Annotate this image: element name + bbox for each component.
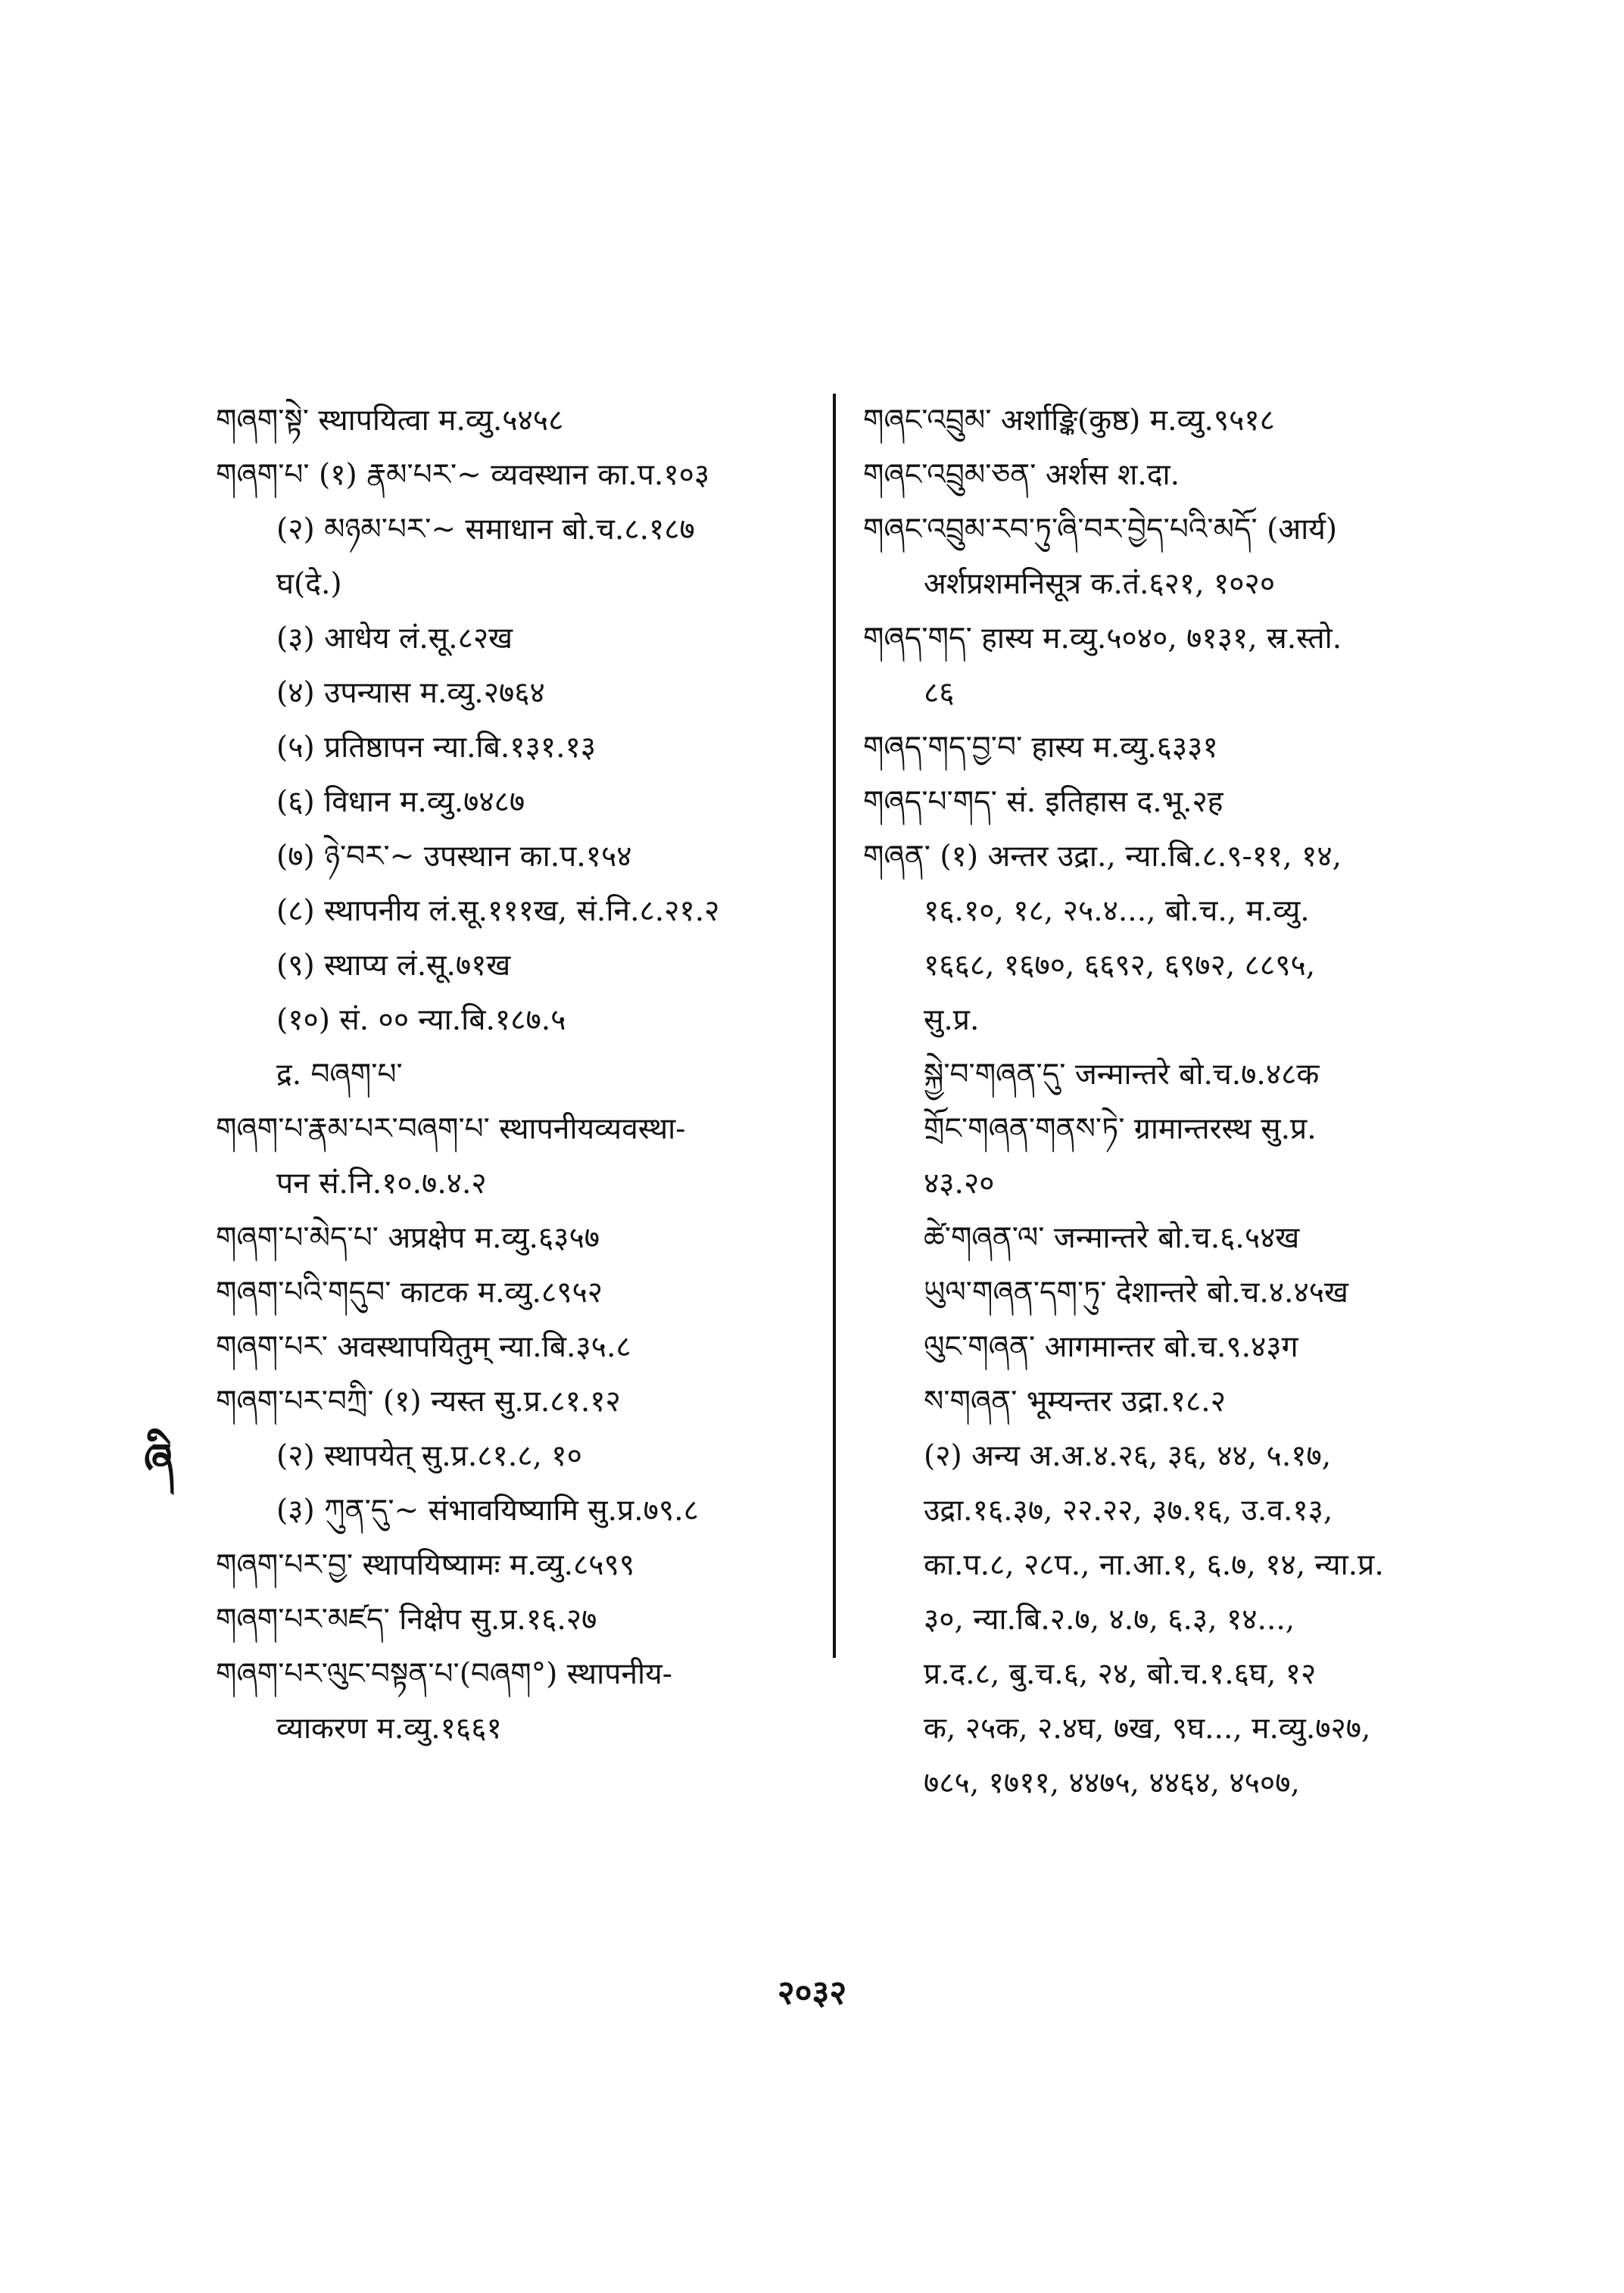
- dictionary-entry: (९) स्थाप्य लं.सू.७१ख: [276, 949, 511, 983]
- dictionary-entry: གཞག་པ་ (१) རྣམ་པར་~ व्यवस्थान का.प.१०३: [216, 458, 710, 492]
- dictionary-entry: (२) अन्य अ.अ.४.२६, ३६, ४४, ५.१७,: [924, 1439, 1332, 1473]
- dictionary-entry: གཞད་པ་གད་ सं. इतिहास द.भू.२ह: [863, 785, 1223, 819]
- dictionary-entry: ལུང་གཞན་ आगमान्तर बो.च.९.४३ग: [924, 1330, 1298, 1364]
- dictionary-entry: पन सं.नि.१०.७.४.२: [276, 1167, 487, 1201]
- dictionary-entry: प्र.द.८, बु.च.६, २४, बो.च.१.६घ, १२: [924, 1657, 1317, 1691]
- dictionary-entry: उद्रा.१६.३७, २२.२२, ३७.१६, उ.व.१३,: [924, 1494, 1333, 1528]
- dictionary-entry: ३०, न्या.बि.२.७, ४.७, ६.३, १४...,: [924, 1603, 1295, 1637]
- dictionary-entry: व्याकरण म.व्यु.१६६१: [276, 1712, 502, 1746]
- dictionary-entry: གཞད་གད་ हास्य म.व्यु.५०४०, ७१३१, स्र.स्तो.: [863, 622, 1342, 656]
- dictionary-entry: घ(दे.): [276, 567, 342, 601]
- dictionary-entry: (३) ཀུན་དུ་~ संभावयिष्यामि सु.प्र.७९.८: [276, 1494, 699, 1528]
- dictionary-entry: ཡུལ་གཞན་དག་ཏུ་ देशान्तरे बो.च.४.४५ख: [924, 1276, 1348, 1310]
- dictionary-entry: གཞག་པར་མཛད་ निक्षेप सु.प्र.१६.२७: [216, 1603, 597, 1637]
- dictionary-entry: (७) ཉེ་བར་~ उपस्थान का.प.१५४: [276, 840, 632, 874]
- dictionary-entry: གཞག་པར་བྱ་ स्थापयिष्यामः म.व्यु.८५९९: [216, 1548, 635, 1582]
- dictionary-entry: (१०) सं. ०० न्या.बि.१८७.५: [276, 1003, 566, 1037]
- column-divider: [833, 394, 836, 1658]
- dictionary-entry: ७८५, १७११, ४४७५, ४४६४, ४५०७,: [924, 1766, 1300, 1800]
- dictionary-entry: གཞག་པར་ལུང་བསྟན་པ་(བཞག°) स्थापनीय-: [216, 1657, 672, 1691]
- dictionary-entry: གཞག་པ་རྣམ་པར་བཞག་པ་ स्थापनीयव्यवस्था-: [216, 1112, 686, 1146]
- dictionary-entry: (३) आधेय लं.सू.८२ख: [276, 622, 513, 656]
- dictionary-entry: (६) विधान म.व्यु.७४८७: [276, 785, 525, 819]
- margin-mark: ཞི: [144, 1435, 174, 1485]
- page-number: २०३२: [777, 1974, 847, 2012]
- dictionary-entry: གཞང་འབྲུམ་ཅན་ अर्शस श.दा.: [863, 458, 1180, 492]
- dictionary-entry: གཞག་པ་མེད་པ་ अप्रक्षेप म.व्यु.६३५७: [216, 1221, 600, 1255]
- dictionary-entry: ४३.२०: [924, 1167, 995, 1201]
- dictionary-entry: (५) प्रतिष्ठापन न्या.बि.१३१.१३: [276, 731, 597, 765]
- dictionary-entry: གཞང་འབྲུམ་རབ་ཏུ་ཞི་བར་བྱེད་པའི་མདོ་ (आर्य): [863, 512, 1338, 547]
- dictionary-entry: अर्शप्रशमनिसूत्र क.तं.६२१, १०२०: [924, 567, 1276, 601]
- dictionary-entry: སྐྱེ་བ་གཞན་དུ་ जन्मान्तरे बो.च.७.४८क: [924, 1058, 1320, 1092]
- dictionary-entry: १६६८, १६७०, ६६९२, ६९७२, ८८९५,: [924, 949, 1316, 983]
- dictionary-entry: ས་གཞན་ भूम्यन्तर उद्रा.१८.२: [924, 1385, 1226, 1419]
- dictionary-entry: का.प.८, २८प., ना.आ.१, ६.७, १४, न्या.प्र.: [924, 1548, 1384, 1582]
- dictionary-entry: ८६: [924, 676, 955, 710]
- dictionary-entry: (२) स्थापयेत् सु.प्र.८१.८, १०: [276, 1439, 582, 1473]
- dictionary-entry: द्र. བཞག་པ་: [276, 1058, 403, 1092]
- left-column: [216, 394, 821, 1756]
- dictionary-entry: གཞང་འབྲུམ་ अर्शाङ्कि(कुष्ठ) म.व्यु.९५१८: [863, 403, 1275, 438]
- dictionary-entry: (८) स्थापनीय लं.सू.१११ख, सं.नि.८.२१.२: [276, 894, 720, 928]
- dictionary-entry: १६.१०, १८, २५.४..., बो.च., म.व्यु.: [924, 894, 1310, 928]
- dictionary-entry: (४) उपन्यास म.व्यु.२७६४: [276, 676, 545, 710]
- dictionary-entry: ཚེ་གཞན་ལ་ जन्मान्तरे बो.च.६.५४ख: [924, 1221, 1300, 1255]
- dictionary-entry: (२) མཉམ་པར་~ समाधान बो.च.८.१८७: [276, 512, 695, 547]
- dictionary-entry: གྲོང་གཞན་གནས་ཏེ་ ग्रामान्तरस्थ सु.प्र.: [924, 1112, 1317, 1146]
- dictionary-entry: གཞག་པར་བཀྲི་ (१) न्यस्त सु.प्र.८१.१२: [216, 1385, 621, 1419]
- dictionary-entry: གཞག་པར་ अवस्थापयितुम् न्या.बि.३५.८: [216, 1330, 631, 1364]
- dictionary-entry: सु.प्र.: [924, 1003, 980, 1037]
- dictionary-entry: क, २५क, २.४घ, ७ख, ९घ..., म.व्यु.७२७,: [924, 1712, 1371, 1746]
- dictionary-entry: གཞན་ (१) अन्तर उद्रा., न्या.बि.८.९-११, १४,: [863, 840, 1342, 874]
- right-column: [863, 394, 1461, 1811]
- dictionary-entry: གཞག་པའི་གདུབ་ काटक म.व्यु.८९५२: [216, 1276, 603, 1310]
- dictionary-entry: གཞད་གད་བྱ་བ་ हास्य म.व्यु.६३३१: [863, 731, 1218, 765]
- dictionary-entry: གཞག་སྟེ་ स्थापयित्वा म.व्यु.५४५८: [216, 403, 564, 438]
